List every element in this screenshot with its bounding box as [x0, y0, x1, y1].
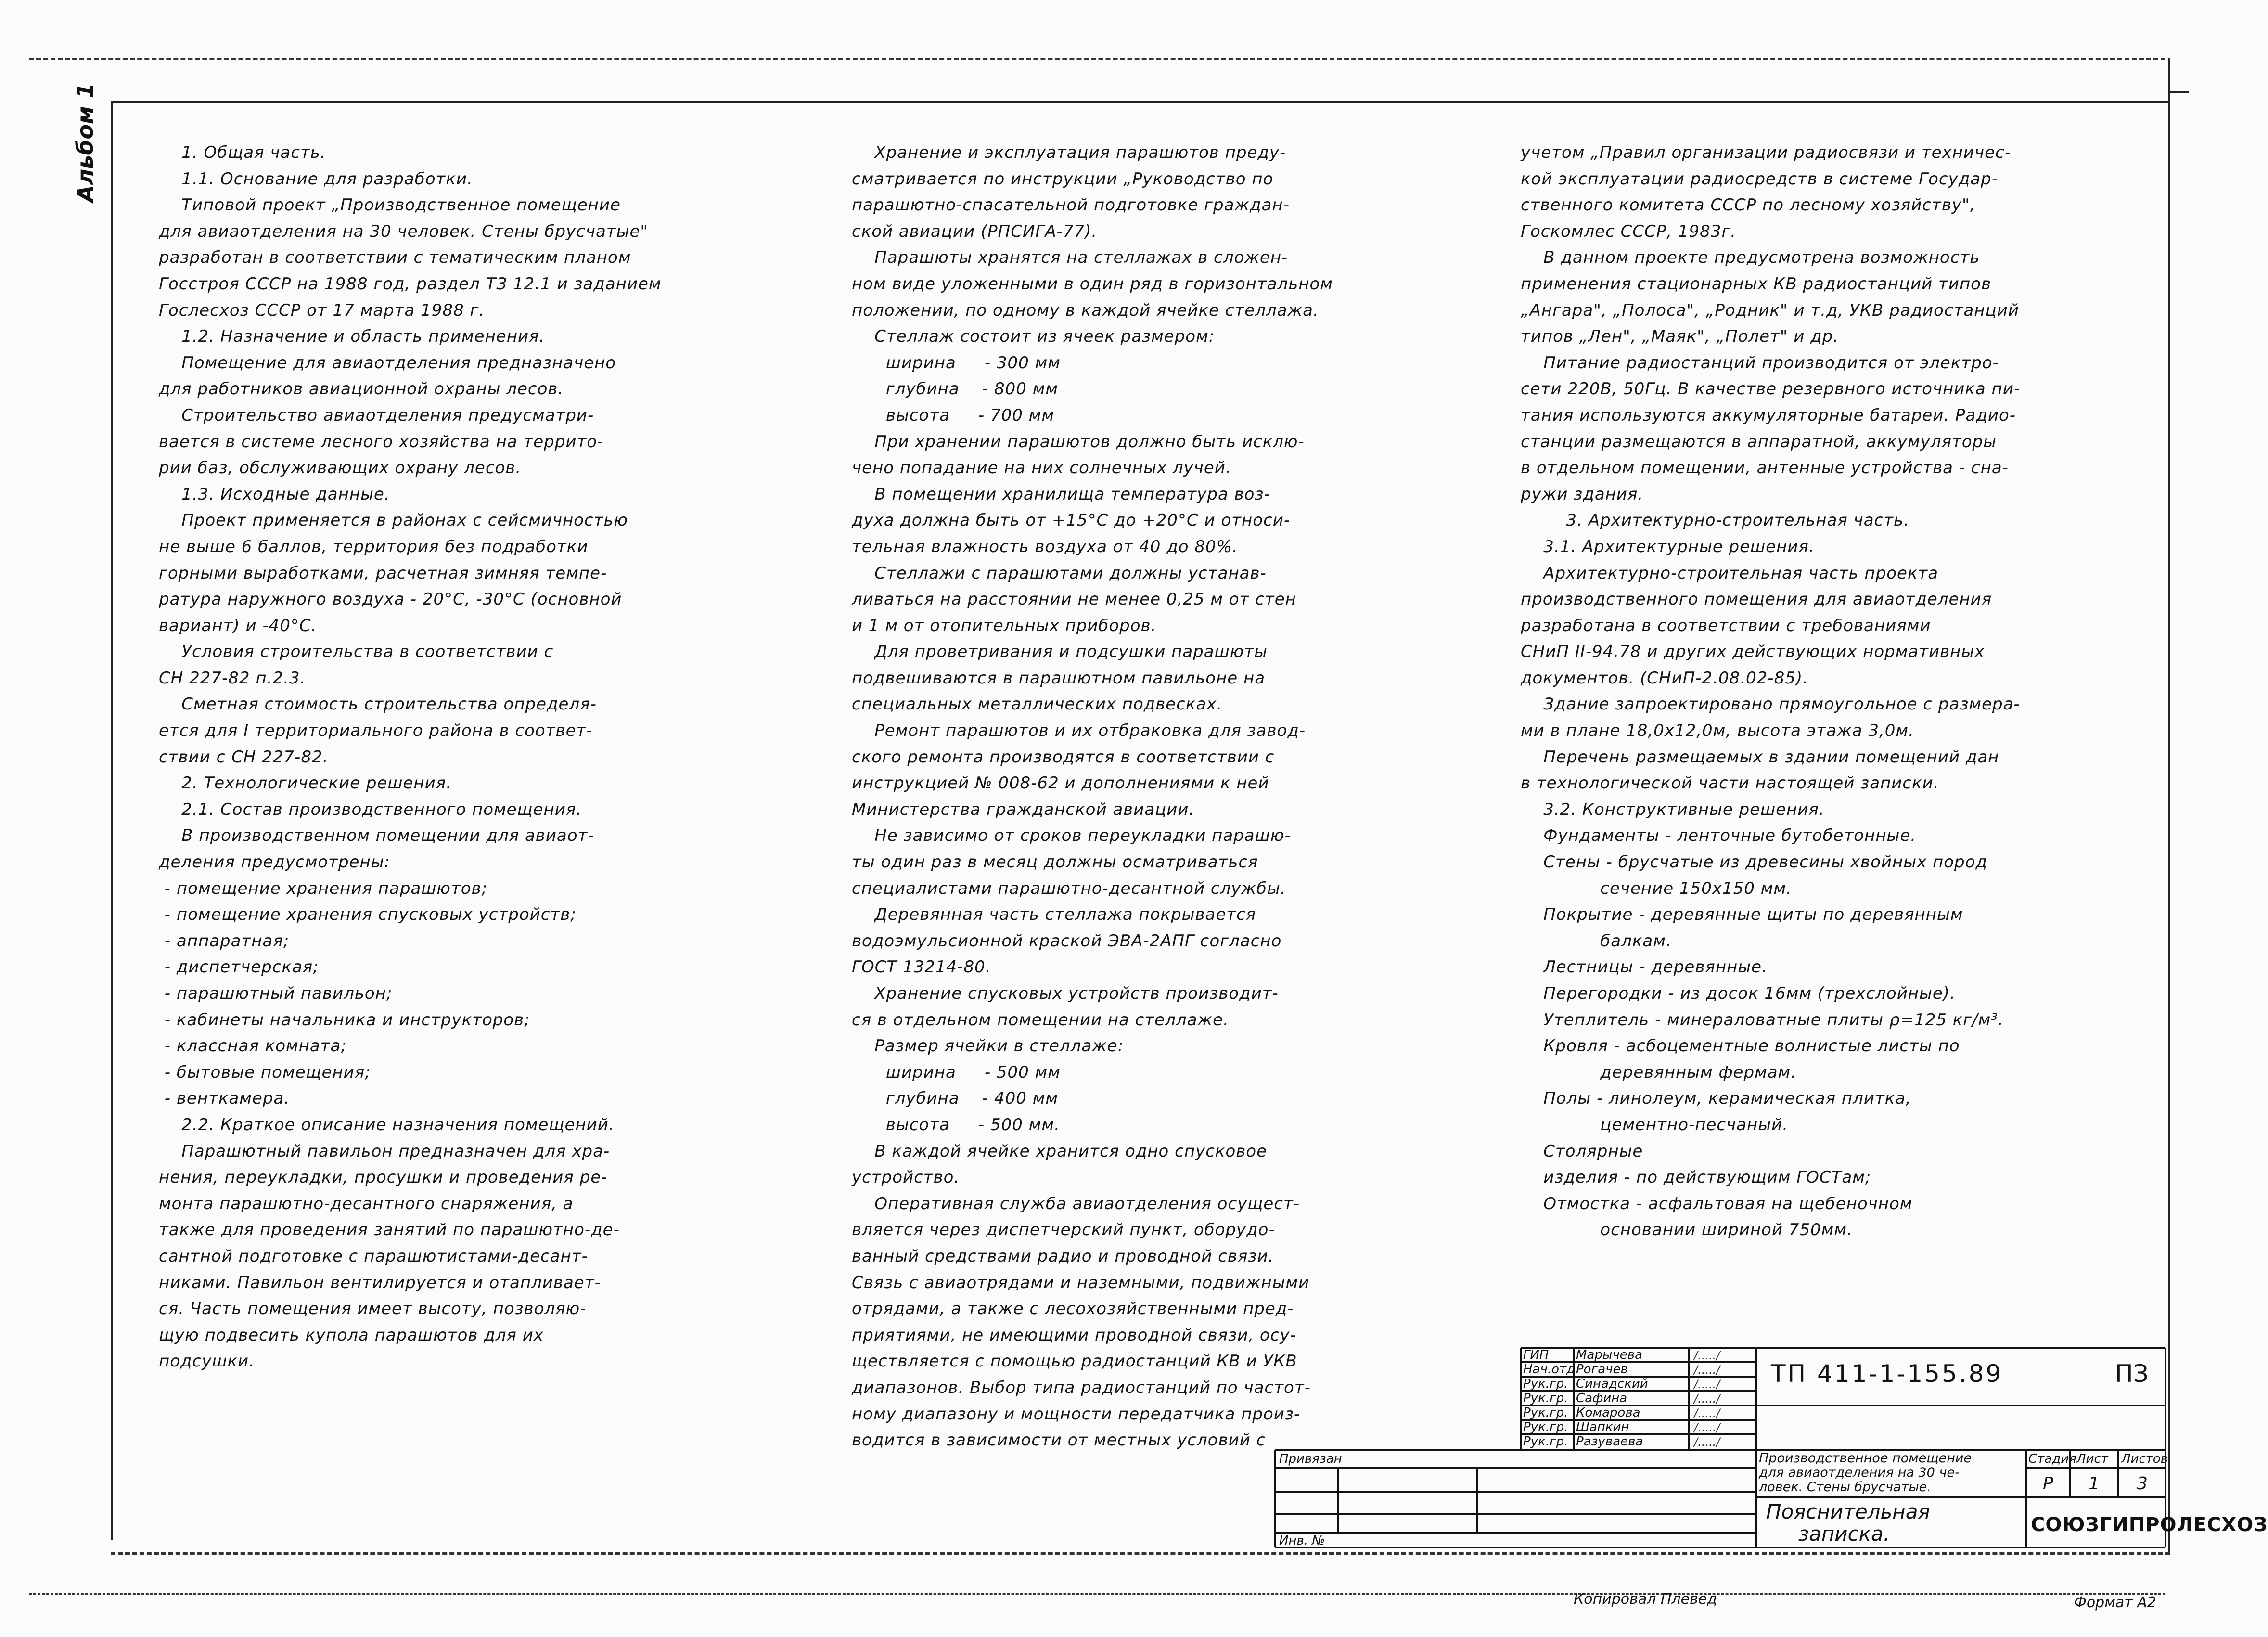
text-line: СНиП II-94.78 и других действующих нормативных — [1521, 642, 1985, 662]
stamp-role: Рук.гр. — [1523, 1377, 1568, 1391]
text-line: Госстроя СССР на 1988 год, раздел ТЗ 12.1 и заданием — [159, 274, 662, 294]
text-line: Питание радиостанций производится от электро- — [1521, 353, 1999, 373]
text-line: 2. Технологические решения. — [159, 773, 452, 793]
text-line: Не зависимо от сроков переукладки парашю- — [852, 826, 1291, 846]
text-line: парашютно-спасательной подготовке граждан- — [852, 195, 1290, 215]
copied-by: Копировал Плевед — [1574, 1591, 1717, 1608]
text-line: горными выработками, расчетная зимняя темпе- — [159, 563, 607, 583]
stamp-signature: /...../ — [1694, 1421, 1720, 1434]
text-line: щую подвесить купола парашютов для их — [159, 1325, 544, 1345]
text-line: Ремонт парашютов и их отбраковка для завод- — [852, 721, 1306, 741]
text-line: балкам. — [1521, 931, 1672, 951]
text-line: Размер ячейки в стеллаже: — [852, 1036, 1124, 1056]
text-line: ГОСТ 13214-80. — [852, 957, 991, 977]
text-line: ширина - 500 мм — [852, 1062, 1061, 1082]
text-line: Здание запроектировано прямоугольное с размера- — [1521, 695, 2020, 714]
text-line: духа должна быть от +15°С до +20°С и относи- — [852, 511, 1291, 530]
text-line: высота - 700 мм — [852, 405, 1054, 425]
stamp-signature: /...../ — [1694, 1378, 1720, 1391]
left-border-line — [111, 101, 113, 1540]
document-code: ТП 411-1-155.89 — [1771, 1360, 2003, 1388]
text-line: - классная комната; — [159, 1036, 347, 1056]
bottom-dashed-border — [111, 1552, 2170, 1555]
text-line: водоэмульсионной краской ЭВА-2АПГ согласно — [852, 931, 1282, 951]
album-label: Альбом 1 — [72, 83, 98, 202]
text-line: Парашютный павильон предназначен для хра- — [159, 1141, 610, 1161]
text-line: разработан в соответствии с тематическим планом — [159, 248, 631, 268]
text-column-1 — [159, 140, 662, 1375]
text-line: станции размещаются в аппаратной, аккумуляторы — [1521, 432, 1997, 451]
text-line: Связь с авиаотрядами и наземными, подвижными — [852, 1273, 1310, 1292]
text-line: - парашютный павильон; — [159, 984, 393, 1003]
text-line: глубина - 800 мм — [852, 379, 1058, 399]
text-line: СН 227-82 п.2.3. — [159, 668, 306, 688]
stamp-signature: /...../ — [1694, 1435, 1720, 1449]
text-line: ливаться на расстоянии не менее 0,25 м от стен — [852, 590, 1296, 609]
text-line: водится в зависимости от местных условий с — [852, 1431, 1266, 1450]
text-line: Парашюты хранятся на стеллажах в сложен- — [852, 248, 1288, 268]
privyazan-label: Привязан — [1279, 1452, 1342, 1466]
stamp-role: Нач.отд. — [1523, 1362, 1579, 1377]
text-line: для авиаотделения на 30 человек. Стены брусчатые" — [159, 221, 649, 241]
text-line: Отмостка - асфальтовая на щебеночном — [1521, 1194, 1913, 1213]
text-line: специальных металлических подвесках. — [852, 695, 1223, 714]
sheet-type: ПЗ — [2115, 1360, 2149, 1388]
text-line: Утеплитель - минераловатные плиты ρ=125 кг/м³. — [1521, 1010, 2004, 1030]
text-line: в технологической части настоящей записки. — [1521, 773, 1939, 793]
text-line: ской авиации (РПСИГА-77). — [852, 221, 1098, 241]
text-line: отрядами, а также с лесохозяйственными пред- — [852, 1299, 1294, 1319]
text-line: - помещение хранения спусковых устройств; — [159, 905, 577, 925]
text-line: деревянным фермам. — [1521, 1062, 1796, 1082]
text-line: При хранении парашютов должно быть исклю- — [852, 432, 1305, 451]
text-line: Перечень размещаемых в здании помещений дан — [1521, 747, 1999, 767]
stage-header: Стадия — [2028, 1452, 2076, 1466]
text-line: Для проветривания и подсушки парашюты — [852, 642, 1268, 662]
text-line: Помещение для авиаотделения предназначено — [159, 353, 616, 373]
text-line: Лестницы - деревянные. — [1521, 957, 1768, 977]
text-line: для работников авиационной охраны лесов. — [159, 379, 564, 399]
right-border-line — [2168, 58, 2170, 1555]
stamp-role: Рук.гр. — [1523, 1420, 1568, 1434]
text-column-3 — [1521, 140, 2020, 1243]
sheet-header: Лист — [2076, 1452, 2108, 1466]
text-line: В производственном помещении для авиаот- — [159, 826, 594, 846]
text-line: 2.1. Состав производственного помещения. — [159, 799, 582, 819]
text-line: подвешиваются в парашютном павильоне на — [852, 668, 1266, 688]
text-line: ном виде уложенными в один ряд в горизонтальном — [852, 274, 1333, 294]
text-line: - венткамера. — [159, 1089, 290, 1109]
top-border-line — [111, 101, 2170, 103]
text-line: Сметная стоимость строительства определя- — [159, 695, 597, 714]
stamp-name: Синадский — [1576, 1377, 1648, 1391]
text-line: никами. Павильон вентилируется и отапливает- — [159, 1273, 601, 1292]
inventory-number-label: Инв. № — [1279, 1534, 1325, 1548]
text-line: вариант) и -40°С. — [159, 616, 317, 635]
text-line: - кабинеты начальника и инструкторов; — [159, 1010, 530, 1030]
stamp-role: Рук.гр. — [1523, 1434, 1568, 1449]
project-title: Производственное помещение для авиаотделения на 30 че- ловек. Стены брусчатые. — [1759, 1451, 1972, 1495]
text-line: В данном проекте предусмотрена возможность — [1521, 248, 1980, 268]
text-line: вается в системе лесного хозяйства на террито- — [159, 432, 604, 451]
text-line: 3.1. Архитектурные решения. — [1521, 537, 1815, 556]
text-line: Архитектурно-строительная часть проекта — [1521, 563, 1939, 583]
text-line: 1.1. Основание для разработки. — [159, 169, 473, 189]
corner-mark — [2169, 91, 2189, 93]
text-line: производственного помещения для авиаотделения — [1521, 590, 1992, 609]
text-line: высота - 500 мм. — [852, 1115, 1060, 1134]
bottom-outer-dashed — [29, 1593, 2165, 1595]
stamp-signature: /...../ — [1694, 1363, 1720, 1377]
text-line: ширина - 300 мм — [852, 353, 1061, 373]
text-line: Гослесхоз СССР от 17 марта 1988 г. — [159, 300, 485, 320]
text-line: типов „Лен", „Маяк", „Полет" и др. — [1521, 327, 1839, 347]
text-line: кой эксплуатации радиосредств в системе Государ- — [1521, 169, 1998, 189]
text-line: устройство. — [852, 1168, 960, 1187]
text-line: тания используются аккумуляторные батареи. Радио- — [1521, 405, 2016, 425]
text-line: Хранение спусковых устройств производит- — [852, 984, 1279, 1003]
text-line: сматривается по инструкции „Руководство по — [852, 169, 1274, 189]
text-line: учетом „Правил организации радиосвязи и техничес- — [1521, 143, 2011, 162]
text-line: Стеллажи с парашютами должны устанав- — [852, 563, 1267, 583]
text-line: Полы - линолеум, керамическая плитка, — [1521, 1089, 1911, 1109]
text-line: Стеллаж состоит из ячеек размером: — [852, 327, 1215, 347]
text-line: Типовой проект „Производственное помещение — [159, 195, 621, 215]
text-line: ского ремонта производятся в соответствии с — [852, 747, 1275, 767]
text-line: ружи здания. — [1521, 484, 1644, 504]
text-line: Министерства гражданской авиации. — [852, 799, 1195, 819]
text-line: применения стационарных КВ радиостанций типов — [1521, 274, 1992, 294]
stamp-signature: /...../ — [1694, 1406, 1720, 1420]
text-line: также для проведения занятий по парашютно-де- — [159, 1220, 620, 1240]
text-line: 3.2. Конструктивные решения. — [1521, 799, 1825, 819]
text-line: рии баз, обслуживающих охрану лесов. — [159, 458, 522, 478]
text-line: Строительство авиаотделения предусматри- — [159, 405, 594, 425]
text-line: ты один раз в месяц должны осматриваться — [852, 852, 1258, 872]
text-line: 1.2. Назначение и область применения. — [159, 327, 545, 347]
stamp-name: Шапкин — [1576, 1420, 1629, 1434]
stamp-role: Рук.гр. — [1523, 1405, 1568, 1420]
document-type: Пояснительная записка. — [1766, 1500, 1930, 1546]
stamp-name: Марычева — [1576, 1348, 1643, 1362]
stamp-name: Рогачев — [1576, 1362, 1628, 1377]
text-line: Стены - брусчатые из древесины хвойных пород — [1521, 852, 1987, 872]
text-line: глубина - 400 мм — [852, 1089, 1058, 1109]
text-line: Деревянная часть стеллажа покрывается — [852, 905, 1256, 925]
text-line: - диспетчерская; — [159, 957, 319, 977]
text-line: подсушки. — [159, 1352, 255, 1371]
text-line: нения, переукладки, просушки и проведения ре- — [159, 1168, 608, 1187]
text-line: „Ангара", „Полоса", „Родник" и т.д, УКВ радиостанций — [1521, 300, 2019, 320]
text-line: деления предусмотрены: — [159, 852, 390, 872]
text-line: ратура наружного воздуха - 20°С, -30°С (основной — [159, 590, 622, 609]
text-line: вляется через диспетчерский пункт, оборудо- — [852, 1220, 1275, 1240]
text-line: Хранение и эксплуатация парашютов преду- — [852, 143, 1286, 162]
text-line: основании шириной 750мм. — [1521, 1220, 1853, 1240]
text-line: положении, по одному в каждой ячейке стеллажа. — [852, 300, 1319, 320]
text-line: 1.3. Исходные данные. — [159, 484, 390, 504]
text-line: приятиями, не имеющими проводной связи, осу- — [852, 1325, 1296, 1345]
sheet-value: 1 — [2089, 1474, 2100, 1494]
stamp-name: Комарова — [1576, 1405, 1640, 1420]
text-line: - аппаратная; — [159, 931, 290, 951]
text-line: монта парашютно-десантного снаряжения, а — [159, 1194, 574, 1213]
stamp-name: Разуваева — [1576, 1434, 1643, 1449]
text-line: Кровля - асбоцементные волнистые листы по — [1521, 1036, 1960, 1056]
text-line: не выше 6 баллов, территория без подработки — [159, 537, 589, 556]
text-line: Фундаменты - ленточные бутобетонные. — [1521, 826, 1917, 846]
text-line: тельная влажность воздуха от 40 до 80%. — [852, 537, 1238, 556]
text-line: сети 220В, 50Гц. В качестве резервного источника пи- — [1521, 379, 2021, 399]
stamp-signature: /...../ — [1694, 1349, 1720, 1362]
text-line: ся в отдельном помещении на стеллаже. — [852, 1010, 1229, 1030]
paper-format: Формат А2 — [2074, 1594, 2156, 1611]
text-line: 3. Архитектурно-строительная часть. — [1521, 511, 1909, 530]
text-line: ственного комитета СССР по лесному хозяйству", — [1521, 195, 1976, 215]
text-column-2 — [852, 140, 1333, 1454]
text-line: Оперативная служба авиаотделения осущест- — [852, 1194, 1300, 1213]
text-line: цементно-песчаный. — [1521, 1115, 1789, 1134]
text-line: 2.2. Краткое описание назначения помещений. — [159, 1115, 615, 1134]
text-line: специалистами парашютно-десантной службы. — [852, 878, 1286, 898]
text-line: документов. (СНиП-2.08.02-85). — [1521, 668, 1808, 688]
sheets-value: 3 — [2137, 1474, 2148, 1494]
text-line: ванный средствами радио и проводной связи. — [852, 1246, 1274, 1266]
sheets-header: Листов — [2121, 1452, 2168, 1466]
text-line: ному диапазону и мощности передатчика произ- — [852, 1404, 1301, 1424]
text-line: В помещении хранилища температура воз- — [852, 484, 1270, 504]
text-line: ществляется с помощью радиостанций КВ и УКВ — [852, 1352, 1297, 1371]
text-line: ся. Часть помещения имеет высоту, позволяю- — [159, 1299, 587, 1319]
text-line: ми в плане 18,0х12,0м, высота этажа 3,0м. — [1521, 721, 1914, 741]
text-line: Условия строительства в соответствии с — [159, 642, 554, 662]
stage-value: Р — [2043, 1474, 2053, 1494]
text-line: в отдельном помещении, антенные устройства - сна- — [1521, 458, 2009, 478]
text-line: Столярные — [1521, 1141, 1643, 1161]
stamp-role: ГИП — [1523, 1348, 1549, 1362]
text-line: диапазонов. Выбор типа радиостанций по частот- — [852, 1378, 1311, 1397]
text-line: Госкомлес СССР, 1983г. — [1521, 221, 1737, 241]
stamp-role: Рук.гр. — [1523, 1391, 1568, 1405]
title-block — [1275, 1348, 2268, 1548]
text-line: и 1 м от отопительных приборов. — [852, 616, 1157, 635]
text-line: ется для I территориального района в соответ- — [159, 721, 593, 741]
text-line: изделия - по действующим ГОСТам; — [1521, 1168, 1871, 1187]
text-line: сечение 150х150 мм. — [1521, 878, 1792, 898]
stamp-name: Сафина — [1576, 1391, 1627, 1405]
text-line: - помещение хранения парашютов; — [159, 878, 488, 898]
text-line: В каждой ячейке хранится одно спусковое — [852, 1141, 1268, 1161]
text-line: 1. Общая часть. — [159, 143, 326, 162]
text-line: инструкцией № 008-62 и дополнениями к ней — [852, 773, 1269, 793]
organization: СОЮЗГИПРОЛЕСХОЗ — [2031, 1514, 2268, 1536]
stamp-signature: /...../ — [1694, 1392, 1720, 1405]
text-line: - бытовые помещения; — [159, 1062, 371, 1082]
text-line: ствии с СН 227-82. — [159, 747, 329, 767]
text-line: Покрытие - деревянные щиты по деревянным — [1521, 905, 1963, 925]
text-line: Перегородки - из досок 16мм (трехслойные). — [1521, 984, 1956, 1003]
text-line: Проект применяется в районах с сейсмичностью — [159, 511, 628, 530]
top-dashed-border — [29, 58, 2165, 60]
text-line: чено попадание на них солнечных лучей. — [852, 458, 1231, 478]
text-line: сантной подготовке с парашютистами-десант- — [159, 1246, 588, 1266]
text-line: разработана в соответствии с требованиями — [1521, 616, 1931, 635]
